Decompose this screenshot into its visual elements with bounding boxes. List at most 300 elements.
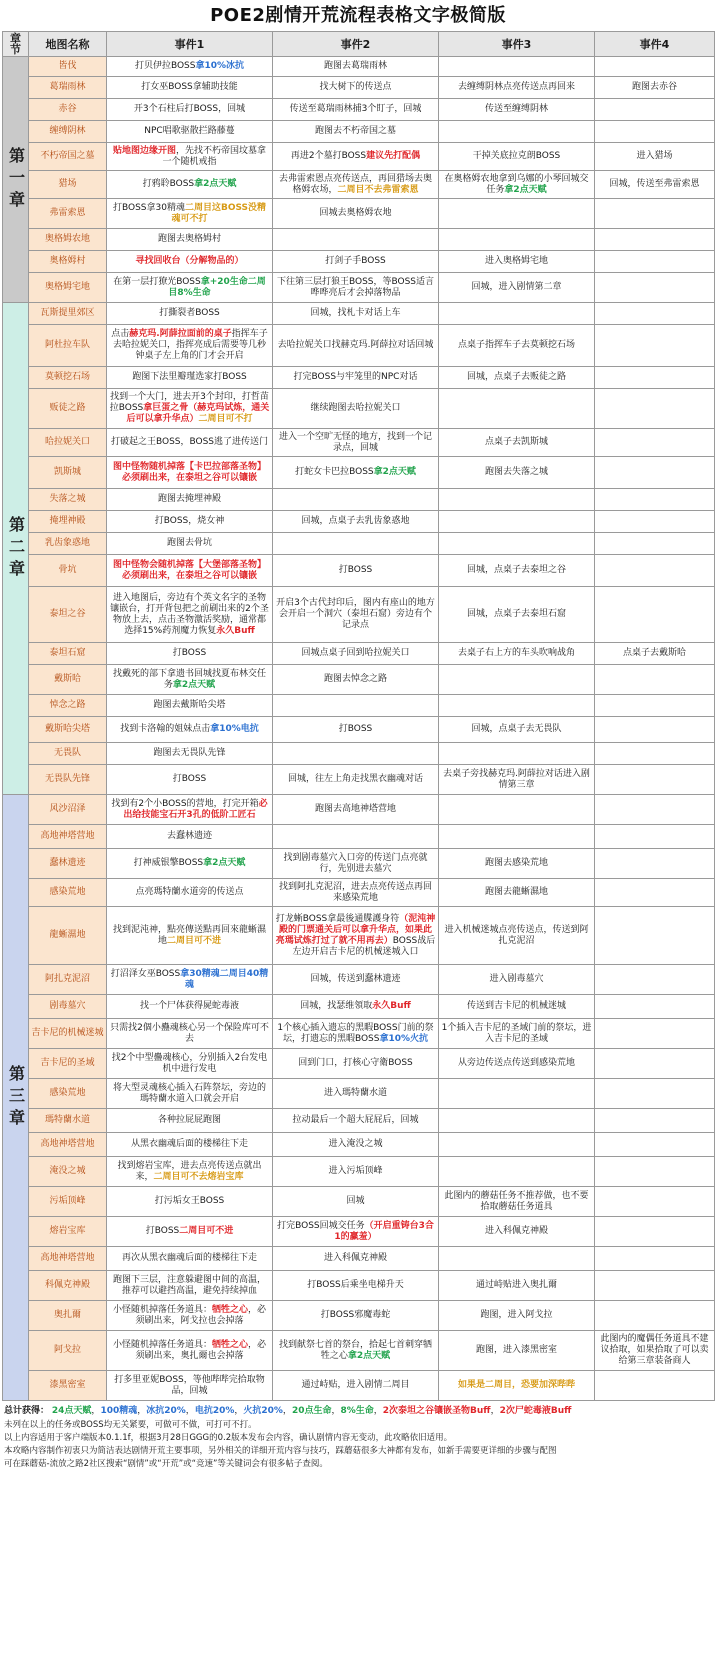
event-1-cell (107, 1301, 273, 1331)
event-3-cell (439, 965, 595, 995)
table-row (3, 765, 715, 795)
event-4-cell (595, 457, 715, 489)
map-name: 戴斯哈 (29, 665, 107, 695)
map-name: 缠缚阴林 (29, 121, 107, 143)
event-3-cell (439, 429, 595, 457)
event-text: 打BOSS后乘坐电梯升天 (307, 1280, 404, 1290)
page-title: POE2剧情开荒流程表格文字极简版 (210, 5, 506, 26)
event-2-cell (273, 1187, 439, 1217)
event-3-cell (439, 743, 595, 765)
summary-item: 8%生命 (340, 1406, 374, 1416)
event-1-cell (107, 695, 273, 717)
table-row (3, 1109, 715, 1133)
event-1-cell (107, 849, 273, 879)
event-text: 打剑子手BOSS (325, 256, 386, 266)
event-4-cell (595, 57, 715, 77)
table-row (3, 643, 715, 665)
event-1-cell (107, 199, 273, 229)
event-text: 跑图下法里瓣瑾选家打BOSS (132, 372, 247, 382)
event-text: BOSS战后左边开启吉卡尼的机械迷城入口 (292, 935, 436, 957)
event-4-cell (595, 121, 715, 143)
event-text: 此图内的魔偶任务道具不建议拾取，如果拾取了可以卖给第三章装备商人 (600, 1334, 709, 1366)
event-4-cell (595, 907, 715, 965)
event-text: 打破起之王BOSS，BOSS逃了进传送门 (110, 437, 269, 447)
event-text: 打多里亚妮BOSS，等他哔哔完拾取物品，回城 (114, 1374, 265, 1396)
event-1-cell (107, 1049, 273, 1079)
table-row (3, 389, 715, 429)
map-name: 剧毒墓穴 (29, 995, 107, 1019)
event-4-cell (595, 555, 715, 587)
event-4-cell (595, 143, 715, 171)
event-text: 点桌子指挥车子去莫顿挖石场 (457, 340, 575, 350)
event-text: 打完BOSS与牢笼里的NPC对话 (293, 372, 418, 382)
map-name: 阿扎克泥沼 (29, 965, 107, 995)
header-chapter: 章节 (3, 32, 29, 57)
event-text: 回到门口，打核心守衛BOSS (298, 1058, 413, 1068)
event-2-cell (273, 99, 439, 121)
event-text: 打女巫BOSS拿辅助技能 (141, 82, 238, 92)
event-2-cell (273, 367, 439, 389)
map-name: 瓦斯提里郊区 (29, 303, 107, 325)
event-2-cell (273, 1217, 439, 1247)
map-name: 蠢林遗迹 (29, 849, 107, 879)
note-line: 可在踩蘑菇-流放之路2社区搜索“剧情”或“开荒”或“竞速”等关键词会有很多帖子查阅。 (4, 1459, 328, 1469)
event-2-cell (273, 765, 439, 795)
event-text: 去缠缚阴林点亮传送点再回来 (457, 82, 575, 92)
map-name: 阿杜拉车队 (29, 325, 107, 367)
event-4-cell (595, 665, 715, 695)
map-name: 无畏队先锋 (29, 765, 107, 795)
map-name: 无畏队 (29, 743, 107, 765)
event-text: 干掉关底拉克朗BOSS (472, 151, 561, 161)
table-row (3, 1157, 715, 1187)
event-3-cell (439, 199, 595, 229)
event-2-cell (273, 171, 439, 199)
table-row (3, 1133, 715, 1157)
event-text: 只需找2個小蠱魂核心 (110, 1022, 197, 1033)
event-text: 开3个石柱后打BOSS，回城 (133, 104, 246, 114)
event-text: 找一个尸体获得屍蛇毒液 (139, 1001, 239, 1011)
event-3-cell (439, 643, 595, 665)
event-1-cell (107, 1247, 273, 1271)
event-text: 进入地图后，旁边有个英文名字的圣物镶嵌台，打开背包把之前刷出来的2个圣物放上去，点击圣物激活奖励，通常都选择15%药剂魔力恢复 (110, 592, 269, 636)
map-name: 哈拉妮关口 (29, 429, 107, 457)
event-text: 拿10%火抗 (379, 1033, 429, 1044)
event-1-cell (107, 303, 273, 325)
event-text: 回城，找札卡对话上车 (310, 308, 401, 318)
event-text: 回城点桌子回到哈拉妮关口 (301, 648, 410, 658)
event-text: 牺牲之心 (211, 1304, 248, 1315)
table-row (3, 849, 715, 879)
event-text: 跑图去失落之城 (484, 467, 548, 477)
event-text: 另一个保险库可不去 (184, 1022, 269, 1044)
event-2-cell (273, 1371, 439, 1401)
event-text: 永久Buff (216, 625, 255, 636)
table-row (3, 99, 715, 121)
map-name: 赤谷 (29, 99, 107, 121)
walkthrough-table (2, 31, 715, 1401)
event-2-cell (273, 533, 439, 555)
event-text: 二周目可不打 (198, 414, 253, 424)
event-text: 打污垢女王BOSS (154, 1196, 225, 1206)
event-2-cell (273, 587, 439, 643)
event-1-cell (107, 1079, 273, 1109)
summary-item: 100精魂 (100, 1406, 138, 1416)
event-text: 拿+20生命 (200, 276, 248, 287)
event-1-cell (107, 325, 273, 367)
table-row (3, 325, 715, 367)
event-2-cell (273, 995, 439, 1019)
table-row (3, 1331, 715, 1371)
table-row (3, 1019, 715, 1049)
event-text: 在第一层打獠光BOSS (113, 276, 201, 287)
event-2-cell (273, 907, 439, 965)
event-text: 指挥车子去哈拉妮关口，指挥亮成后需要等几秒钟桌子左上角的门才会开启 (112, 329, 268, 361)
event-2-cell (273, 825, 439, 849)
event-text: 打撕裂者BOSS (159, 308, 220, 318)
map-name: 猎场 (29, 171, 107, 199)
map-name: 龍蜥濕地 (29, 907, 107, 965)
event-text: 此图内的蘑菇任务不推荐做，也不要拾取蘑菇任务道具 (444, 1190, 589, 1212)
event-text: 进入科佩克神殿 (323, 1253, 387, 1263)
event-4-cell (595, 367, 715, 389)
chapter-label: 第二章 (3, 303, 29, 795)
map-name: 葛瑞雨林 (29, 77, 107, 99)
event-4-cell (595, 717, 715, 743)
event-text: 找到卡洛翰的姐妹点击 (120, 724, 211, 734)
map-name: 奥扎爾 (29, 1301, 107, 1331)
summary-item: 24点天赋 (51, 1406, 92, 1416)
event-4-cell (595, 99, 715, 121)
map-name: 高地神塔营地 (29, 825, 107, 849)
table-row (3, 907, 715, 965)
event-text: 跑图去感染荒地 (484, 858, 548, 868)
event-text: （开启重铸台3合1的赢羞） (334, 1220, 434, 1242)
event-1-cell (107, 389, 273, 429)
event-3-cell (439, 1371, 595, 1401)
event-3-cell (439, 57, 595, 77)
map-name: 风沙沼泽 (29, 795, 107, 825)
map-name: 不朽帝国之墓 (29, 143, 107, 171)
event-4-cell (595, 1271, 715, 1301)
event-text: 进入机械迷城点亮传送点，传送到阿扎克泥沼 (444, 924, 589, 946)
map-name: 阿戈拉 (29, 1331, 107, 1371)
event-3-cell (439, 995, 595, 1019)
event-2-cell (273, 77, 439, 99)
event-3-cell (439, 171, 595, 199)
event-3-cell (439, 1079, 595, 1109)
event-4-cell (595, 587, 715, 643)
event-2-cell (273, 199, 439, 229)
event-1-cell (107, 1331, 273, 1371)
event-text: 去哈拉妮关口找赫克玛.阿薛拉对话回城 (277, 340, 434, 350)
event-2-cell (273, 1133, 439, 1157)
event-text: 永久Buff (372, 1001, 411, 1011)
event-4-cell (595, 389, 715, 429)
event-1-cell (107, 251, 273, 273)
event-3-cell (439, 1133, 595, 1157)
event-text: 找到熔岩宝库，进去点亮传送点就出来， (117, 1160, 262, 1182)
event-text: 必须刷出来，在泰坦之谷可以镶嵌 (121, 570, 257, 581)
map-name: 高地神塔营地 (29, 1247, 107, 1271)
event-3-cell (439, 1271, 595, 1301)
event-text: 打BOSS (172, 774, 207, 784)
table-row (3, 1271, 715, 1301)
event-3-cell (439, 99, 595, 121)
event-text: 找到献祭七首的祭台，拾起七首刺穿牺牲之心 (278, 1339, 432, 1361)
event-text: 找到剧毒墓穴入口旁的传送门点亮就行，先别进去墓穴 (283, 852, 428, 874)
table-row (3, 587, 715, 643)
summary (2, 1401, 714, 1418)
event-text: 通过峙贴，进入剧情二周目 (301, 1380, 410, 1390)
event-3-cell (439, 457, 595, 489)
event-2-cell (273, 143, 439, 171)
event-3-cell (439, 1217, 595, 1247)
map-name: 泰坦石窟 (29, 643, 107, 665)
event-text: 打沼泽女巫BOSS (110, 968, 181, 979)
event-text: 二周目40精魂 (184, 968, 269, 990)
event-text: 必须刷出来，在泰坦之谷可以镶嵌 (121, 472, 257, 483)
event-4-cell (595, 1157, 715, 1187)
event-1-cell (107, 533, 273, 555)
event-text: 打BOSS (338, 724, 373, 734)
table-row (3, 199, 715, 229)
event-4-cell (595, 965, 715, 995)
event-4-cell (595, 1109, 715, 1133)
event-3-cell (439, 511, 595, 533)
summary-item: 2次泰坦之谷镶嵌圣物Buff (382, 1406, 491, 1416)
event-4-cell (595, 1019, 715, 1049)
event-3-cell (439, 795, 595, 825)
chapter-label: 第一章 (3, 57, 29, 303)
event-text: 打神威银擎BOSS (133, 858, 204, 868)
table-row (3, 229, 715, 251)
event-1-cell (107, 171, 273, 199)
event-1-cell (107, 457, 273, 489)
chapter-label: 第三章 (3, 795, 29, 1401)
summary-items: 24点天赋，100精魂，冰抗20%，电抗20%，火抗20%，20点生命，8%生命，2次泰坦之谷镶嵌圣物Buff，2次尸蛇毒液Buff (51, 1406, 572, 1416)
table-row (3, 665, 715, 695)
event-text: 进入猎场 (636, 151, 673, 161)
event-text: 传送至缠缚阴林 (484, 104, 548, 114)
map-name: 贩徒之路 (29, 389, 107, 429)
event-text: 回城，传送到蠢林遗迹 (310, 974, 401, 984)
event-1-cell (107, 555, 273, 587)
event-4-cell (595, 695, 715, 717)
event-1-cell (107, 643, 273, 665)
event-2-cell (273, 1247, 439, 1271)
event-text: 进入科佩克神殿 (484, 1226, 548, 1236)
event-text: 拿30精魂 (180, 968, 220, 979)
event-text: 找2个中型蠱魂核心，分别插入2台发电机中进行发电 (111, 1052, 268, 1074)
table-row (3, 489, 715, 511)
header-row (3, 32, 715, 57)
event-4-cell (595, 643, 715, 665)
event-4-cell (595, 743, 715, 765)
map-name: 乳齿象惑地 (29, 533, 107, 555)
event-2-cell (273, 743, 439, 765)
event-1-cell (107, 1109, 273, 1133)
map-name: 淹没之城 (29, 1157, 107, 1187)
note-line: 以上内容适用于客户端版本0.1.1f，根据3月28日GGG的0.2版本发布会内容，确认剧情内容无变动，此攻略依旧适用。 (4, 1433, 453, 1443)
event-text: 回城，传送至弗雷索恩 (609, 179, 700, 189)
event-text: 跑图去掩埋神殿 (157, 494, 221, 504)
event-2-cell (273, 695, 439, 717)
event-3-cell (439, 907, 595, 965)
event-text: 回城找夏布林交任务 (163, 668, 267, 690)
event-text: 进入瑪特蘭水道 (323, 1088, 387, 1098)
event-text: 打BOSS (145, 1226, 180, 1236)
event-3-cell (439, 229, 595, 251)
event-4-cell (595, 1217, 715, 1247)
event-4-cell (595, 879, 715, 907)
event-1-cell (107, 743, 273, 765)
event-3-cell (439, 303, 595, 325)
event-2-cell (273, 795, 439, 825)
event-text: 去蠢林遗迹 (166, 831, 212, 841)
event-4-cell (595, 1079, 715, 1109)
map-name: 科佩克神殿 (29, 1271, 107, 1301)
event-text: 从黑衣幽魂后面的楼梯往下走 (130, 1139, 248, 1149)
event-3-cell (439, 879, 595, 907)
table-row (3, 965, 715, 995)
event-3-cell (439, 489, 595, 511)
event-3-cell (439, 1157, 595, 1187)
event-3-cell (439, 1187, 595, 1217)
event-text: 再次从黑衣幽魂后面的楼梯往下走 (121, 1253, 257, 1263)
event-text: 打BOSS (338, 565, 373, 575)
event-text: 回城 (346, 1196, 365, 1206)
event-4-cell (595, 325, 715, 367)
event-3-cell (439, 695, 595, 717)
header-event-3: 事件3 (439, 32, 595, 57)
event-text: 小怪随机掉落任务道具： (112, 1339, 212, 1350)
summary-item: 冰抗20% (146, 1406, 186, 1416)
event-text: 去桌子右上方的车头吹响战角 (457, 648, 575, 658)
summary-label: 总计获得： (4, 1406, 50, 1416)
table-row (3, 695, 715, 717)
event-3-cell (439, 665, 595, 695)
event-4-cell (595, 303, 715, 325)
map-name: 瑪特蘭水道 (29, 1109, 107, 1133)
event-1-cell (107, 825, 273, 849)
event-text: 回城，点桌子去贩徒之路 (466, 372, 566, 382)
event-1-cell (107, 1371, 273, 1401)
event-text: 必出给技能宝石开3孔的低阶工匠石 (123, 798, 268, 820)
event-1-cell (107, 1217, 273, 1247)
map-name: 奥格姆村 (29, 251, 107, 273)
event-4-cell (595, 825, 715, 849)
event-4-cell (595, 995, 715, 1019)
table-row (3, 171, 715, 199)
table-row (3, 511, 715, 533)
event-1-cell (107, 1271, 273, 1301)
table-row (3, 717, 715, 743)
map-name: 皆伐 (29, 57, 107, 77)
event-1-cell (107, 1187, 273, 1217)
event-3-cell (439, 1049, 595, 1079)
event-text: 找到阿扎克泥沼，进去点亮传送点再回来感染荒地 (278, 881, 432, 903)
event-text: 进入剧毒墓穴 (489, 974, 544, 984)
table-row (3, 1217, 715, 1247)
event-1-cell (107, 965, 273, 995)
event-2-cell (273, 1157, 439, 1187)
event-text: 找到泥沌神，點亮傳送點再回來龍蜥濕地 (112, 924, 266, 946)
event-2-cell (273, 1301, 439, 1331)
map-name: 悼念之路 (29, 695, 107, 717)
event-4-cell (595, 1371, 715, 1401)
event-1-cell (107, 99, 273, 121)
table-row (3, 555, 715, 587)
event-text: 拉动最后一个超大屁屁后，回城 (292, 1115, 419, 1125)
table-row (3, 143, 715, 171)
event-2-cell (273, 643, 439, 665)
event-text: 跑图去无畏队先锋 (153, 748, 226, 758)
event-text: 跑图去龍蜥濕地 (484, 887, 548, 897)
event-text: 如果是二周目，恐要加深哔哔 (457, 1380, 575, 1390)
table-row (3, 1079, 715, 1109)
map-name: 污垢顶峰 (29, 1187, 107, 1217)
event-text: 拿2点天赋 (172, 679, 216, 690)
event-4-cell (595, 273, 715, 303)
table-row (3, 1301, 715, 1331)
event-4-cell (595, 1133, 715, 1157)
event-text: 拿10%电抗 (210, 724, 259, 734)
event-text: 打鸦聆BOSS (142, 179, 195, 189)
event-2-cell (273, 1331, 439, 1371)
event-text: 将大型灵魂核心插入石阵祭坛，旁边的瑪特蘭水道入口就会开启 (112, 1082, 266, 1104)
event-4-cell (595, 795, 715, 825)
event-3-cell (439, 1019, 595, 1049)
event-text: 跑图去不朽帝国之墓 (314, 126, 396, 136)
event-1-cell (107, 489, 273, 511)
event-1-cell (107, 995, 273, 1019)
event-3-cell (439, 717, 595, 743)
event-text: 拿10%冰抗 (195, 61, 245, 71)
event-1-cell (107, 587, 273, 643)
event-1-cell (107, 1157, 273, 1187)
event-text: 打龙蜥BOSS拿最後通牒護身符 (275, 913, 400, 924)
event-3-cell (439, 273, 595, 303)
event-4-cell (595, 849, 715, 879)
event-text: 图中怪物随机掉落【卡巴拉部落圣物】 (112, 461, 266, 472)
event-4-cell (595, 1247, 715, 1271)
map-name: 奥格姆宅地 (29, 273, 107, 303)
notes (2, 1418, 714, 1470)
event-1-cell (107, 77, 273, 99)
event-3-cell (439, 1331, 595, 1371)
event-1-cell (107, 429, 273, 457)
event-3-cell (439, 1109, 595, 1133)
event-text: ，必须刷出来，奥扎爾也会掉落 (135, 1339, 267, 1361)
event-text: 二周目可不进 (179, 1226, 234, 1236)
event-text: 牺牲之心 (211, 1339, 248, 1350)
event-2-cell (273, 511, 439, 533)
event-text: 进入奥格姆宅地 (484, 256, 548, 266)
event-text: 寻找回收台（分解物品的） (135, 256, 244, 266)
event-3-cell (439, 77, 595, 99)
event-1-cell (107, 1133, 273, 1157)
event-text: 拿2点天赋 (203, 858, 246, 868)
event-1-cell (107, 795, 273, 825)
event-3-cell (439, 367, 595, 389)
event-1-cell (107, 1019, 273, 1049)
table-row (3, 121, 715, 143)
event-2-cell (273, 1049, 439, 1079)
header-event-1: 事件1 (107, 32, 273, 57)
table-row (3, 825, 715, 849)
event-text: 回城，点桌子去乳齿象惑地 (301, 516, 410, 526)
